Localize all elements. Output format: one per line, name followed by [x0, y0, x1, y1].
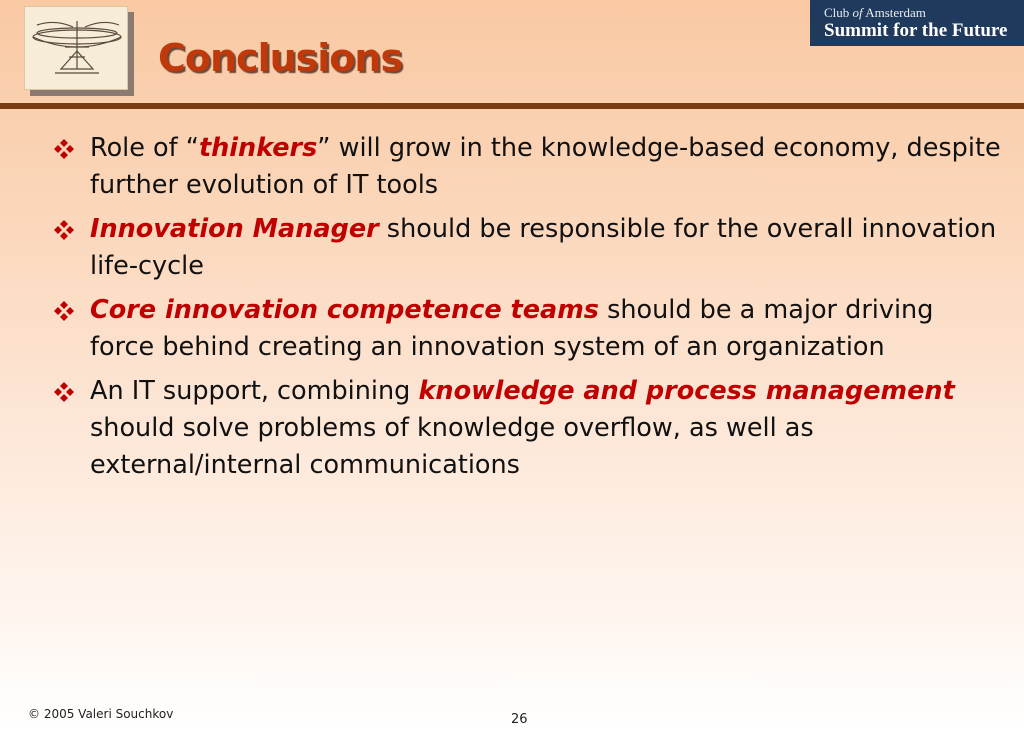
helicopter-sketch-icon	[25, 7, 127, 89]
brand-subtitle-italic: of	[852, 5, 863, 20]
bullet-item	[52, 373, 1002, 484]
page-number: 26	[511, 712, 528, 727]
bullet-list	[52, 130, 1002, 491]
logo	[24, 6, 128, 90]
text-segment: should be responsible for the overall innovation life-cycle	[90, 214, 997, 281]
bullet-item	[52, 130, 1002, 204]
text-segment: should be a major driving force behind creating an innovation system of an organization	[90, 295, 934, 362]
brand-subtitle-part: Amsterdam	[862, 5, 926, 20]
emphasis-segment: knowledge and process management	[418, 376, 955, 406]
copyright-notice: © 2005 Valeri Souchkov	[28, 707, 174, 721]
emphasis-segment: Innovation Manager	[90, 214, 379, 244]
text-segment: An IT support, combining	[90, 376, 419, 406]
bullet-text	[90, 214, 996, 281]
text-segment: Role of “	[90, 133, 199, 163]
emphasis-segment: Core innovation competence teams	[90, 295, 599, 325]
brand-subtitle-part: Club	[824, 5, 853, 20]
brand-subtitle	[824, 5, 926, 21]
diamond-bullet-icon	[52, 138, 76, 160]
brand-title: Summit for the Future	[824, 20, 1008, 41]
diamond-bullet-icon	[52, 300, 76, 322]
bullet-text	[90, 376, 955, 480]
bullet-text	[90, 295, 933, 362]
text-segment: ” will grow in the knowledge-based economy, despite further evolution of IT tools	[90, 133, 1001, 200]
emphasis-segment: thinkers	[198, 133, 318, 163]
text-segment: should solve problems of knowledge overflow, as well as external/internal communications	[90, 413, 814, 480]
header-divider	[0, 103, 1024, 109]
bullet-item	[52, 292, 1002, 366]
diamond-bullet-icon	[52, 219, 76, 241]
brand-banner	[810, 0, 1024, 46]
diamond-bullet-icon	[52, 381, 76, 403]
page-title: Conclusions	[158, 36, 403, 80]
bullet-text	[90, 133, 1001, 200]
bullet-item	[52, 211, 1002, 285]
